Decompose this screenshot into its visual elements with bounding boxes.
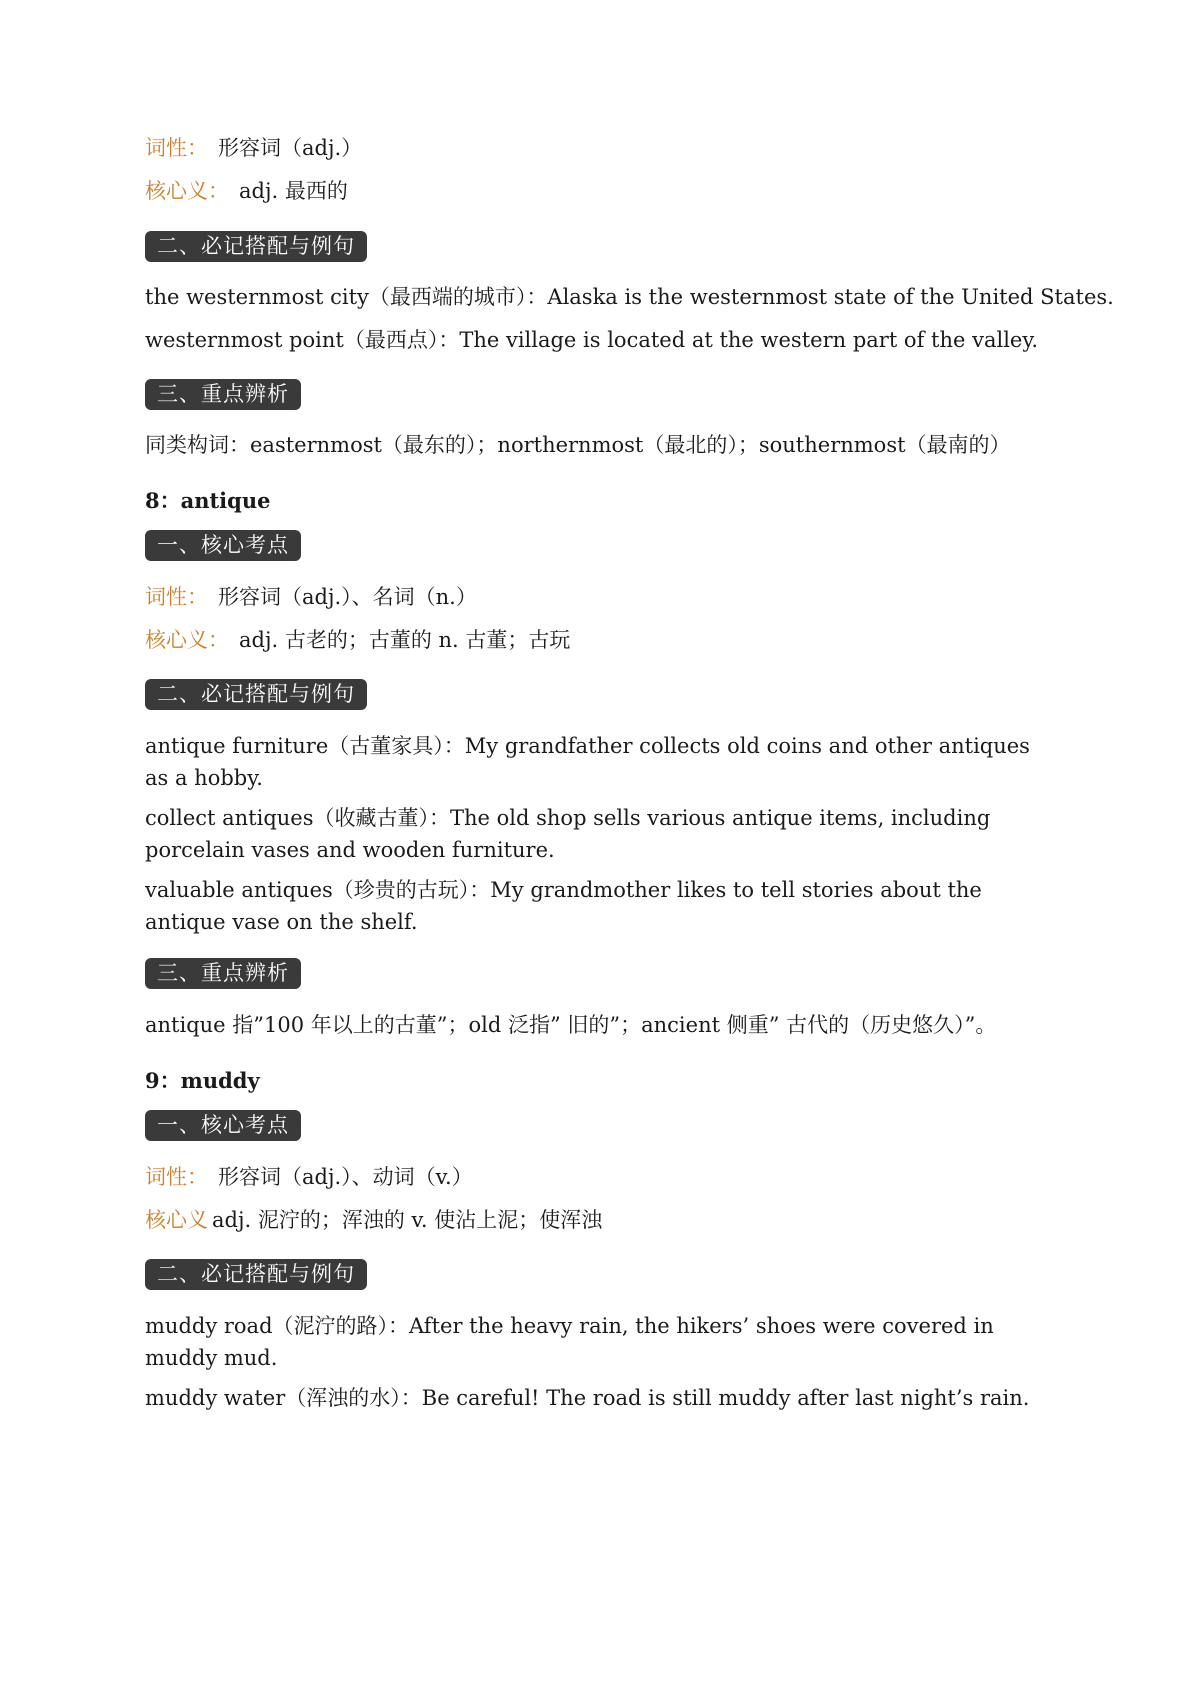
example-sentence: muddy road（泥泞的路）：After the heavy rain, the hikers’ shoes were covered in muddy mud.: [145, 1314, 994, 1370]
analysis-text: 同类构词：easternmost（最东的）；northernmost（最北的）；southernmost（最南的）: [145, 433, 1011, 457]
word-heading: 9：muddy: [145, 1068, 260, 1093]
meaning-row: [145, 1204, 602, 1236]
pos-row: [145, 1161, 473, 1193]
example-sentence: the westernmost city（最西端的城市）：Alaska is the westernmost state of the United States.: [145, 285, 1114, 309]
pos-label: 词性：: [145, 585, 208, 609]
section-tag-collocations: 二、必记搭配与例句: [145, 679, 367, 710]
section-tag-collocations: 二、必记搭配与例句: [145, 231, 367, 262]
section-tag-analysis: 三、重点辨析: [145, 379, 301, 410]
pos-row: [145, 581, 477, 613]
meaning-row: [145, 175, 348, 207]
word-heading: 8：antique: [145, 488, 271, 513]
meaning-value: adj. 最西的: [239, 179, 348, 203]
pos-label: 词性：: [145, 136, 208, 160]
analysis-text: antique 指”100 年以上的古董”；old 泛指” 旧的”；ancient 侧重” 古代的（历史悠久）”。: [145, 1013, 997, 1037]
section-tag-core: 一、核心考点: [145, 530, 301, 561]
example-sentence: westernmost point（最西点）：The village is located at the western part of the valley.: [145, 328, 1039, 352]
pos-value: 形容词（adj.）、动词（v.）: [218, 1165, 473, 1189]
meaning-label: 核心义: [145, 1208, 208, 1232]
meaning-row: [145, 624, 570, 656]
pos-row: [145, 132, 362, 164]
pos-value: 形容词（adj.）: [218, 136, 363, 160]
pos-label: 词性：: [145, 1165, 208, 1189]
pos-value: 形容词（adj.）、名词（n.）: [218, 585, 477, 609]
section-tag-core: 一、核心考点: [145, 1110, 301, 1141]
example-sentence: muddy water（浑浊的水）：Be careful! The road is still muddy after last night’s rain.: [145, 1386, 1030, 1410]
example-sentence: valuable antiques（珍贵的古玩）：My grandmother likes to tell stories about the antique vase on the shelf.: [145, 878, 982, 934]
meaning-label: 核心义：: [145, 179, 229, 203]
meaning-value: adj. 泥泞的；浑浊的 v. 使沾上泥；使浑浊: [212, 1208, 603, 1232]
meaning-label: 核心义：: [145, 628, 229, 652]
example-sentence: antique furniture（古董家具）：My grandfather collects old coins and other antiques as a hobby.: [145, 734, 1030, 790]
section-tag-collocations: 二、必记搭配与例句: [145, 1259, 367, 1290]
meaning-value: adj. 古老的；古董的 n. 古董；古玩: [239, 628, 571, 652]
section-tag-analysis: 三、重点辨析: [145, 958, 301, 989]
example-sentence: collect antiques（收藏古董）：The old shop sells various antique items, including porcelain vases and wooden furniture.: [145, 806, 991, 862]
